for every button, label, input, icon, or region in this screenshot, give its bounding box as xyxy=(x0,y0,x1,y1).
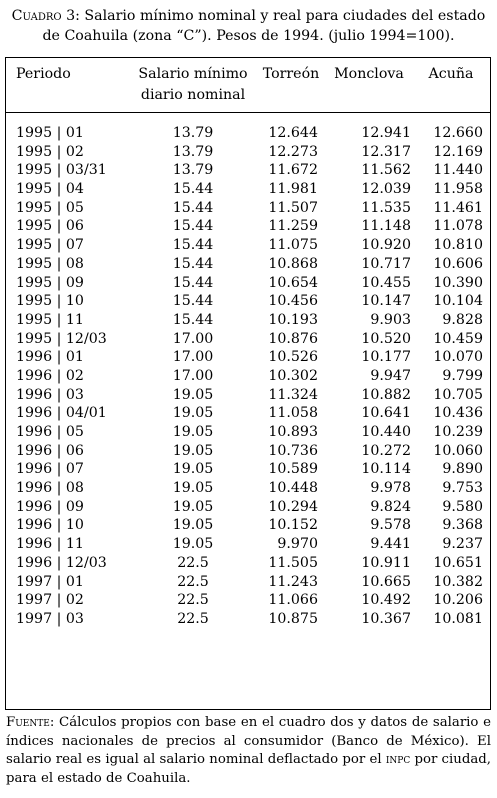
cell-acuna: 9.368 xyxy=(442,517,483,534)
cell-acuna: 10.382 xyxy=(433,573,483,590)
cell-salario: 19.05 xyxy=(172,498,214,515)
table-row xyxy=(6,460,490,479)
cell-monclova: 12.941 xyxy=(361,125,411,141)
cell-torreon: 10.654 xyxy=(268,274,318,291)
cell-salario: 19.05 xyxy=(172,461,214,478)
table-row xyxy=(6,498,490,517)
cell-torreon: 11.075 xyxy=(268,237,318,254)
cell-salario: 15.44 xyxy=(172,199,214,216)
cell-periodo: 1995 | 07 xyxy=(16,237,84,254)
cell-periodo: 1996 | 12/03 xyxy=(16,554,107,571)
cell-periodo: 1996 | 10 xyxy=(16,517,84,534)
cell-salario: 15.44 xyxy=(172,293,214,310)
cell-monclova: 10.882 xyxy=(361,386,411,403)
cell-torreon: 11.505 xyxy=(268,554,318,571)
cell-torreon: 11.324 xyxy=(268,386,318,403)
caption-text: Salario mínimo nominal y real para ciudades del estado de Coahuila (zona “C”). Pesos de 1994. (julio 1994=100). xyxy=(42,8,486,44)
cell-periodo: 1995 | 01 xyxy=(16,125,84,141)
cell-salario: 22.5 xyxy=(177,554,209,571)
table-row xyxy=(6,292,490,311)
cell-periodo: 1995 | 04 xyxy=(16,181,84,198)
cell-monclova: 10.440 xyxy=(361,424,411,440)
table-row xyxy=(6,180,490,199)
table-row xyxy=(6,442,490,461)
cell-torreon: 11.981 xyxy=(268,181,318,198)
table-row xyxy=(6,348,490,367)
cell-periodo: 1995 | 09 xyxy=(16,274,84,291)
cell-salario: 15.44 xyxy=(172,311,214,328)
cell-periodo: 1995 | 08 xyxy=(16,255,84,272)
cell-monclova: 10.492 xyxy=(361,592,411,609)
cell-torreon: 11.259 xyxy=(268,218,318,235)
cell-acuna: 10.459 xyxy=(433,330,483,347)
cell-torreon: 10.736 xyxy=(268,442,318,459)
cell-periodo: 1996 | 04/01 xyxy=(16,405,107,422)
cell-acuna: 10.206 xyxy=(433,592,483,609)
cell-salario: 19.05 xyxy=(172,405,214,422)
cell-torreon: 9.970 xyxy=(277,536,318,553)
cell-periodo: 1995 | 11 xyxy=(16,311,84,328)
cell-salario: 15.44 xyxy=(172,181,214,198)
cell-periodo: 1996 | 07 xyxy=(16,461,84,478)
cell-torreon: 10.448 xyxy=(268,480,318,497)
cell-salario: 13.79 xyxy=(172,143,214,160)
cell-acuna: 10.104 xyxy=(433,293,483,310)
header-salario: Salario mínimo diario nominal xyxy=(138,66,248,103)
cell-acuna: 10.239 xyxy=(433,424,483,440)
cell-periodo: 1995 | 02 xyxy=(16,143,84,160)
cell-monclova: 11.535 xyxy=(361,199,411,216)
table-row xyxy=(6,573,490,592)
cell-periodo: 1996 | 01 xyxy=(16,349,84,366)
cell-salario: 22.5 xyxy=(177,573,209,590)
cell-salario: 15.44 xyxy=(172,218,214,235)
table-row xyxy=(6,516,490,535)
cell-monclova: 10.520 xyxy=(361,330,411,347)
cell-monclova: 10.911 xyxy=(361,554,411,571)
table-row xyxy=(6,255,490,274)
cell-acuna: 10.705 xyxy=(433,386,483,403)
cell-monclova: 11.148 xyxy=(361,218,411,235)
cell-periodo: 1996 | 11 xyxy=(16,536,84,553)
cell-monclova: 12.039 xyxy=(361,181,411,198)
cell-acuna: 10.060 xyxy=(433,442,483,459)
cell-acuna: 10.070 xyxy=(433,349,483,366)
cell-torreon: 10.526 xyxy=(268,349,318,366)
cell-torreon: 11.672 xyxy=(268,162,318,179)
header-acuna: Acuña xyxy=(428,66,474,82)
cell-salario: 15.44 xyxy=(172,255,214,272)
cell-salario: 19.05 xyxy=(172,386,214,403)
table-row xyxy=(6,143,490,162)
cell-periodo: 1996 | 08 xyxy=(16,480,84,497)
cell-monclova: 10.665 xyxy=(361,573,411,590)
cell-torreon: 11.507 xyxy=(268,199,318,216)
table-row xyxy=(6,217,490,236)
cell-acuna: 9.799 xyxy=(442,367,483,384)
cell-torreon: 10.456 xyxy=(268,293,318,310)
cell-salario: 13.79 xyxy=(172,162,214,179)
cell-periodo: 1997 | 02 xyxy=(16,592,84,609)
cell-acuna: 10.081 xyxy=(433,610,483,627)
cell-monclova: 10.272 xyxy=(361,442,411,459)
table-row xyxy=(6,311,490,330)
cell-salario: 13.79 xyxy=(172,125,214,141)
cell-acuna: 9.753 xyxy=(442,480,483,497)
cell-torreon: 12.644 xyxy=(268,125,318,141)
cell-torreon: 10.893 xyxy=(268,424,318,440)
cell-salario: 19.05 xyxy=(172,536,214,553)
cell-periodo: 1995 | 06 xyxy=(16,218,84,235)
cell-acuna: 9.890 xyxy=(442,461,483,478)
cell-salario: 22.5 xyxy=(177,592,209,609)
cell-periodo: 1995 | 05 xyxy=(16,199,84,216)
footnote-text-after: por ciudad, para el estado de Coahuila. xyxy=(6,752,492,786)
header-monclova: Monclova xyxy=(334,66,404,82)
cell-salario: 19.05 xyxy=(172,517,214,534)
cell-torreon: 10.193 xyxy=(268,311,318,328)
cell-acuna: 10.606 xyxy=(433,255,483,272)
table-row xyxy=(6,236,490,255)
cell-monclova: 11.562 xyxy=(361,162,411,179)
table-row xyxy=(6,367,490,386)
table-row xyxy=(6,161,490,180)
table-row xyxy=(6,274,490,293)
caption-label: Cuadro 3: xyxy=(11,8,80,24)
cell-monclova: 10.147 xyxy=(361,293,411,310)
cell-torreon: 12.273 xyxy=(268,143,318,160)
cell-periodo: 1995 | 03/31 xyxy=(16,162,107,179)
wage-table xyxy=(5,57,491,710)
cell-salario: 15.44 xyxy=(172,237,214,254)
footnote-abbr: inpc xyxy=(385,752,411,767)
table-row xyxy=(6,610,490,629)
table-row xyxy=(6,591,490,610)
cell-torreon: 11.058 xyxy=(268,405,318,422)
table-row xyxy=(6,535,490,554)
cell-periodo: 1995 | 12/03 xyxy=(16,330,107,347)
cell-acuna: 9.580 xyxy=(442,498,483,515)
cell-monclova: 10.177 xyxy=(361,349,411,366)
cell-torreon: 10.589 xyxy=(268,461,318,478)
cell-torreon: 10.294 xyxy=(268,498,318,515)
table-row xyxy=(6,423,490,442)
cell-acuna: 11.958 xyxy=(433,181,483,198)
cell-monclova: 10.717 xyxy=(361,255,411,272)
cell-monclova: 9.903 xyxy=(370,311,411,328)
cell-salario: 17.00 xyxy=(172,330,214,347)
cell-torreon: 11.066 xyxy=(268,592,318,609)
table-row xyxy=(6,554,490,573)
cell-monclova: 10.455 xyxy=(361,274,411,291)
cell-periodo: 1997 | 01 xyxy=(16,573,84,590)
cell-salario: 19.05 xyxy=(172,480,214,497)
cell-torreon: 10.875 xyxy=(268,610,318,627)
cell-periodo: 1996 | 02 xyxy=(16,367,84,384)
cell-monclova: 10.920 xyxy=(361,237,411,254)
table-row xyxy=(6,479,490,498)
cell-salario: 17.00 xyxy=(172,367,214,384)
cell-monclova: 12.317 xyxy=(361,143,411,160)
table-row xyxy=(6,404,490,423)
cell-torreon: 11.243 xyxy=(268,573,318,590)
cell-monclova: 9.978 xyxy=(370,480,411,497)
footnote-label: Fuente: xyxy=(6,715,55,730)
table-row xyxy=(6,124,490,143)
table-body xyxy=(6,124,490,629)
cell-salario: 19.05 xyxy=(172,442,214,459)
cell-salario: 17.00 xyxy=(172,349,214,366)
cell-monclova: 10.641 xyxy=(361,405,411,422)
cell-acuna: 12.660 xyxy=(433,125,483,141)
cell-periodo: 1997 | 03 xyxy=(16,610,84,627)
cell-acuna: 9.828 xyxy=(442,311,483,328)
cell-salario: 22.5 xyxy=(177,610,209,627)
table-row xyxy=(6,330,490,349)
cell-monclova: 9.578 xyxy=(370,517,411,534)
cell-acuna: 12.169 xyxy=(433,143,483,160)
cell-periodo: 1996 | 05 xyxy=(16,424,84,440)
cell-monclova: 10.367 xyxy=(361,610,411,627)
cell-monclova: 9.947 xyxy=(370,367,411,384)
cell-salario: 19.05 xyxy=(172,424,214,440)
cell-acuna: 10.810 xyxy=(433,237,483,254)
cell-acuna: 10.436 xyxy=(433,405,483,422)
cell-acuna: 11.440 xyxy=(433,162,483,179)
table-header xyxy=(6,58,490,113)
table-caption xyxy=(6,6,491,46)
cell-torreon: 10.152 xyxy=(268,517,318,534)
header-torreon: Torreón xyxy=(262,66,320,82)
cell-acuna: 10.651 xyxy=(433,554,483,571)
cell-periodo: 1996 | 09 xyxy=(16,498,84,515)
cell-monclova: 10.114 xyxy=(361,461,411,478)
cell-acuna: 11.461 xyxy=(433,199,483,216)
cell-monclova: 9.824 xyxy=(370,498,411,515)
cell-periodo: 1996 | 03 xyxy=(16,386,84,403)
cell-acuna: 10.390 xyxy=(433,274,483,291)
table-footnote xyxy=(6,714,491,788)
cell-torreon: 10.868 xyxy=(268,255,318,272)
table-row xyxy=(6,199,490,218)
cell-periodo: 1995 | 10 xyxy=(16,293,84,310)
cell-acuna: 11.078 xyxy=(433,218,483,235)
cell-monclova: 9.441 xyxy=(370,536,411,553)
footnote-text-before: Cálculos propios con base en el cuadro dos y datos de salario e índices nacionales de precios al consumidor (Banco de México). El salario real es igual al salario nominal deflactado por el xyxy=(6,715,491,767)
cell-acuna: 9.237 xyxy=(442,536,483,553)
header-periodo: Periodo xyxy=(16,66,71,82)
cell-salario: 15.44 xyxy=(172,274,214,291)
cell-torreon: 10.302 xyxy=(268,367,318,384)
cell-torreon: 10.876 xyxy=(268,330,318,347)
cell-periodo: 1996 | 06 xyxy=(16,442,84,459)
table-row xyxy=(6,386,490,405)
